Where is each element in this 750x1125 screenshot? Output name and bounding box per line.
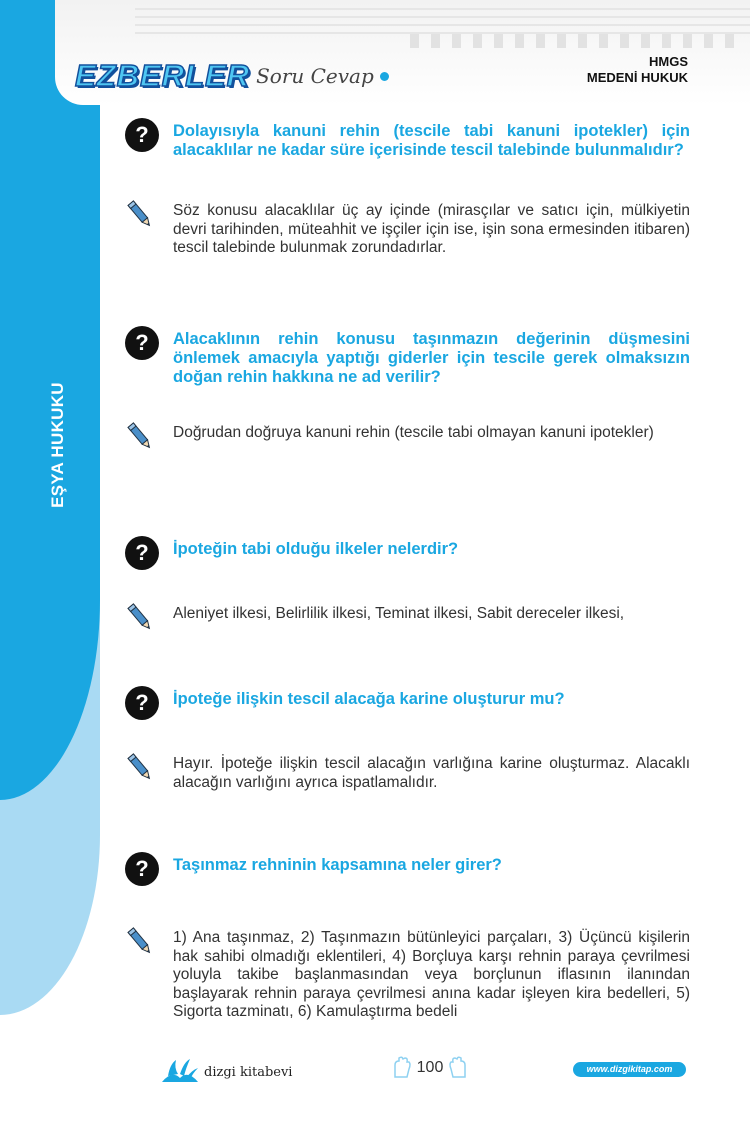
question-text: Taşınmaz rehninin kapsamına neler girer? (173, 856, 502, 874)
page-number (385, 1055, 475, 1081)
pencil-icon (125, 420, 155, 454)
logo-main-text: EZBERLER (75, 58, 251, 93)
qa-item (125, 690, 690, 792)
hand-left-icon (391, 1055, 413, 1081)
logo-dot-icon (380, 72, 389, 81)
publisher-logo (160, 1058, 292, 1086)
subject-label: MEDENİ HUKUK (586, 70, 688, 85)
answer (125, 424, 690, 454)
qa-item (125, 330, 690, 454)
answer (125, 605, 690, 635)
exam-label: HMGS (649, 54, 688, 69)
publisher-name: dizgi kitabevi (204, 1064, 293, 1080)
section-title: EŞYA HUKUKU (48, 382, 67, 508)
question-mark-icon: ? (125, 686, 159, 720)
header-right (587, 54, 688, 86)
pencil-icon (125, 198, 155, 232)
question-mark-icon: ? (125, 852, 159, 886)
answer-text: Aleniyet ilkesi, Belirlilik ilkesi, Teminat ilkesi, Sabit dereceler ilkesi, (173, 605, 625, 622)
pencil-icon (125, 751, 155, 785)
question (125, 856, 690, 886)
page-number-text: 100 (416, 1059, 444, 1076)
question-text: İpoteğin tabi olduğu ilkeler nelerdir? (173, 540, 459, 558)
answer-text: Söz konusu alacaklılar üç ay içinde (mirasçılar ve satıcı için, mülkiyetin devri tarihinden, müteahhit ve işçiler için ise, işin sona ermesinden itibaren) tescil talebinde bulunmak zorundadırlar. (173, 202, 690, 256)
question-mark-icon: ? (125, 118, 159, 152)
question (125, 540, 690, 570)
answer-text: 1) Ana taşınmaz, 2) Taşınmazın bütünleyici parçaları, 3) Üçüncü kişilerin hak sahibi olmadığı eklentileri, 4) Borçluya karşı rehnin paraya çevrilmesi yoluyla takibe başlanmasından veya borçlunun iflasının ilanından başlayarak rehnin paraya çevrilmesi anına kadar işleyen kira bedelleri, 5) Sigorta tazminatı, 6) Kamulaştırma bedeli (173, 929, 690, 1020)
header-decoration (410, 34, 734, 48)
pencil-icon (125, 925, 155, 959)
answer (125, 929, 690, 1022)
answer-text: Doğrudan doğruya kanuni rehin (tescile tabi olmayan kanuni ipotekler) (173, 424, 654, 441)
question (125, 330, 690, 387)
logo-sub-text: Soru Cevap (256, 64, 374, 88)
question-text: Dolayısıyla kanuni rehin (tescile tabi kanuni ipotekler) için alacaklılar ne kadar süre içerisinde tescil talebinde bulunmalıdır? (173, 122, 690, 159)
question-text: İpoteğe ilişkin tescil alacağa karine oluşturur mu? (173, 690, 565, 708)
question (125, 690, 690, 720)
question-text: Alacaklının rehin konusu taşınmazın değerinin düşmesini önlemek amacıyla yaptığı giderler için tescile gerek olmaksızın doğan rehin hakkına ne ad verilir? (173, 330, 690, 386)
question-mark-icon: ? (125, 326, 159, 360)
question (125, 122, 690, 160)
book-splash-icon (160, 1058, 200, 1086)
website-url: www.dizgikitap.com (573, 1062, 686, 1077)
series-logo (75, 58, 389, 94)
qa-item (125, 122, 690, 258)
answer (125, 755, 690, 792)
hand-right-icon (447, 1055, 469, 1081)
pencil-icon (125, 601, 155, 635)
qa-item (125, 856, 690, 1022)
answer (125, 202, 690, 258)
answer-text: Hayır. İpoteğe ilişkin tescil alacağın varlığına karine oluşturmaz. Alacaklı alacağın varlığını ayrıca ispatlamalıdır. (173, 755, 690, 791)
qa-item (125, 540, 690, 635)
question-mark-icon: ? (125, 536, 159, 570)
